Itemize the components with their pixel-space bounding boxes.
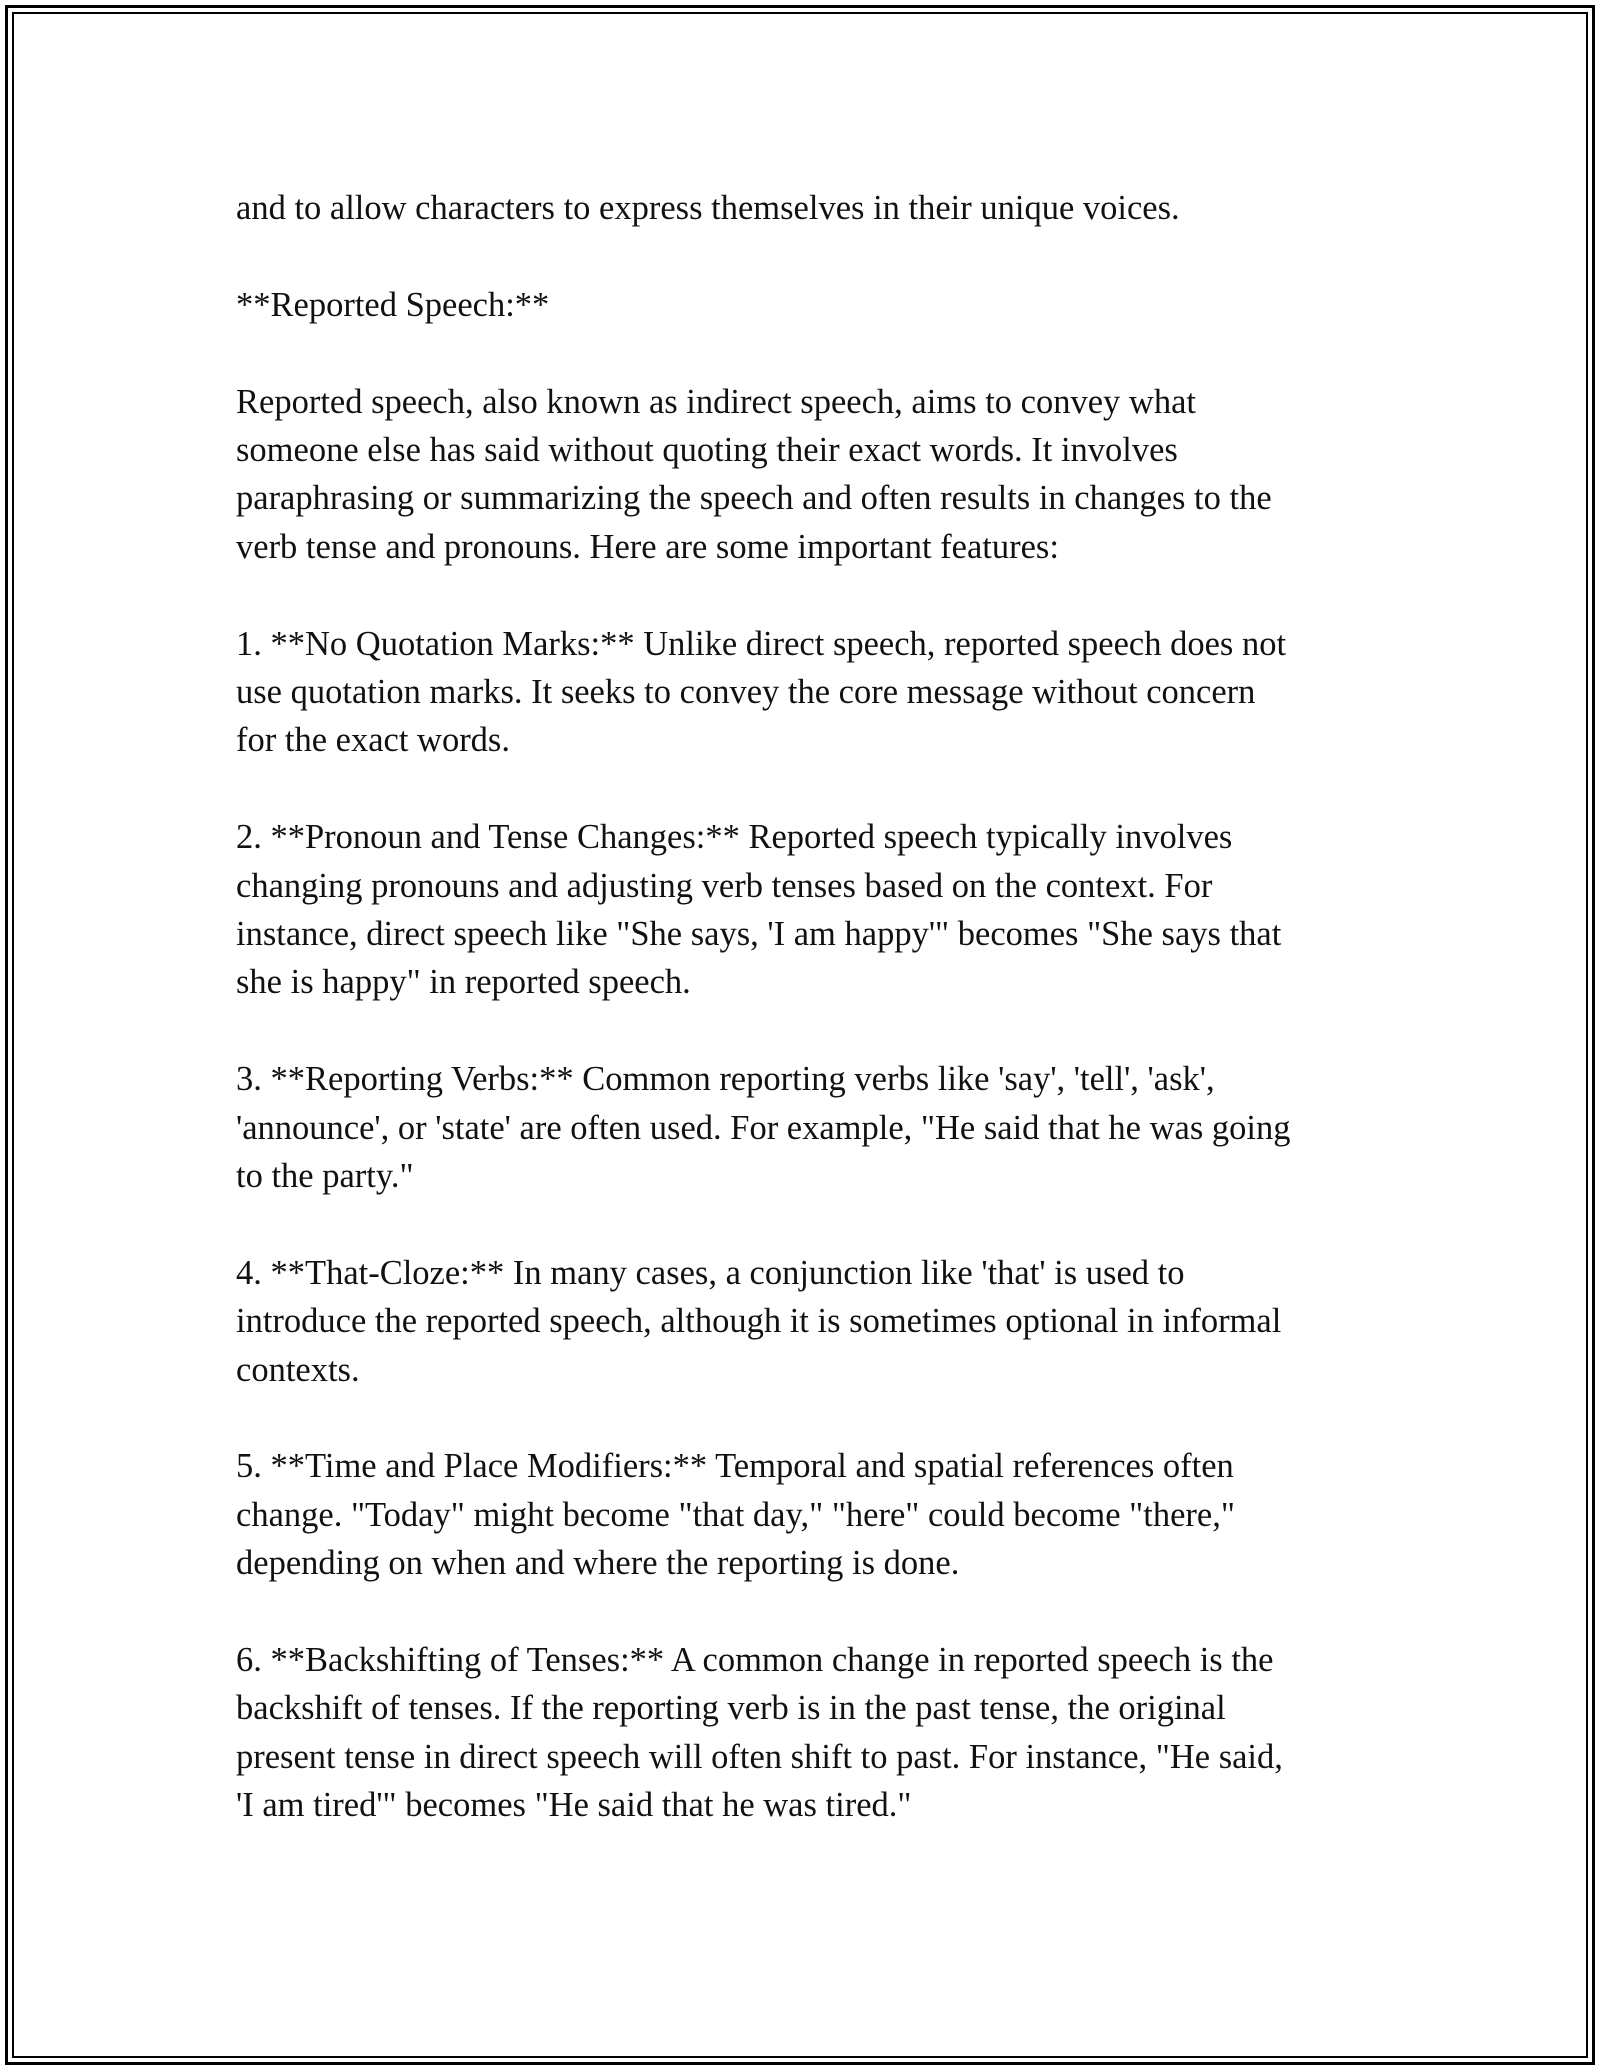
paragraph-reported-speech-definition: Reported speech, also known as indirect speech, aims to convey what someone else has said without quoting their exact words. It involves paraphrasing or summarizing the speech and often results in changes to the verb tense and pronouns. Here are some important features: xyxy=(236,382,1272,566)
list-item-that-cloze: 4. **That-Cloze:** In many cases, a conjunction like 'that' is used to introduce the reported speech, although it is sometimes optional in informal contexts. xyxy=(236,1253,1282,1389)
document-body xyxy=(236,184,1372,1830)
paragraph-gap xyxy=(236,1007,1372,1055)
list-item-reporting-verbs: 3. **Reporting Verbs:** Common reporting verbs like 'say', 'tell', 'ask', 'announce', or 'state' are often used. For example, "He said that he was going to the party." xyxy=(236,1060,1291,1196)
paragraph-gap xyxy=(236,1588,1372,1636)
paragraph-gap xyxy=(236,232,1372,280)
paragraph-gap xyxy=(236,765,1372,813)
list-item-no-quotation-marks: 1. **No Quotation Marks:** Unlike direct speech, reported speech does not use quotation marks. It seeks to convey the core message without concern for the exact words. xyxy=(236,624,1287,760)
section-heading-reported-speech: **Reported Speech:** xyxy=(236,285,550,324)
paragraph-intro-continuation: and to allow characters to express themselves in their unique voices. xyxy=(236,189,1180,227)
paragraph-gap xyxy=(236,1394,1372,1442)
list-item-pronoun-tense-changes: 2. **Pronoun and Tense Changes:** Reported speech typically involves changing pronouns and adjusting verb tenses based on the context. For instance, direct speech like "She says, 'I am happy'" becomes "She says that she is happy" in reported speech. xyxy=(236,818,1282,1002)
paragraph-gap xyxy=(236,571,1372,619)
list-item-backshifting-tenses: 6. **Backshifting of Tenses:** A common change in reported speech is the backshift of tenses. If the reporting verb is in the past tense, the original present tense in direct speech will often shift to past. For instance, "He said, 'I am tired'" becomes "He said that he was tired." xyxy=(236,1641,1283,1825)
list-item-time-place-modifiers: 5. **Time and Place Modifiers:** Temporal and spatial references often change. "Today" might become "that day," "here" could become "there," depending on when and where the reporting is done. xyxy=(236,1447,1235,1583)
paragraph-gap xyxy=(236,1200,1372,1248)
paragraph-gap xyxy=(236,329,1372,377)
